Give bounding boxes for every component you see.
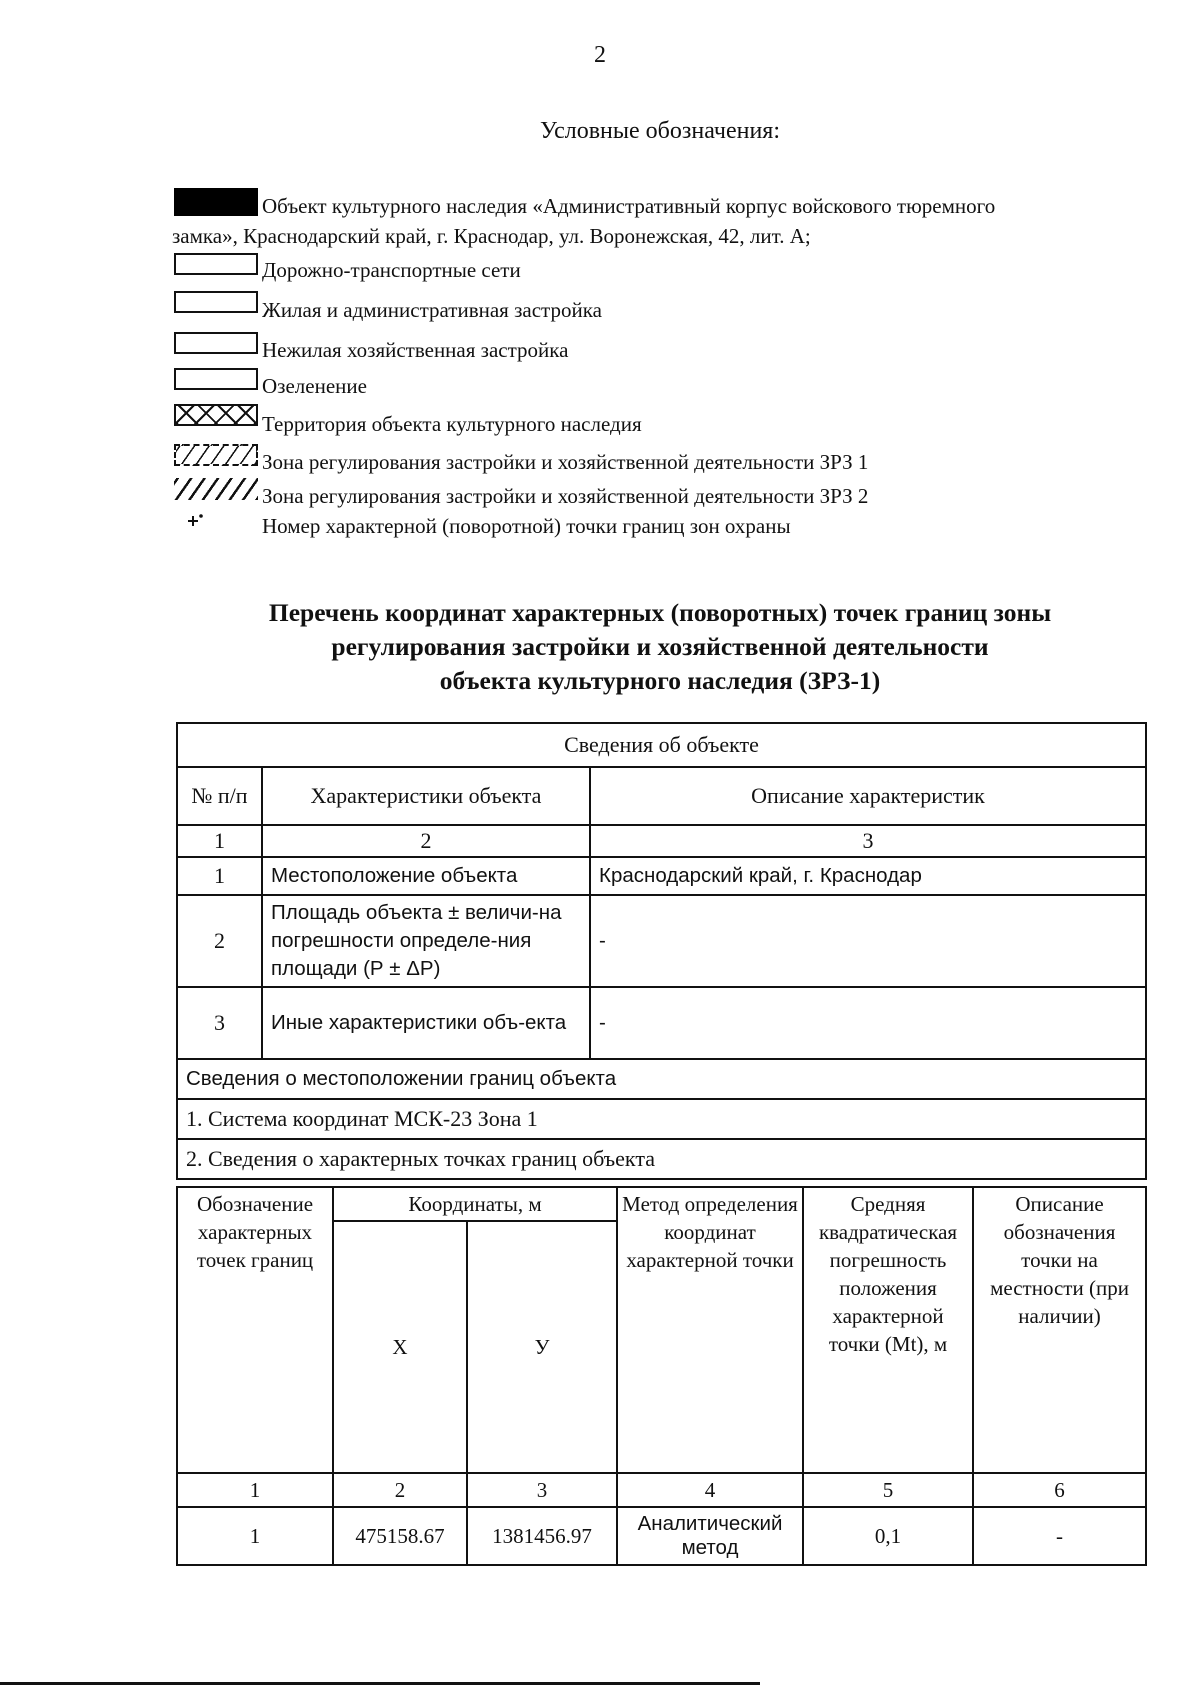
row-num: 2 — [177, 895, 262, 987]
coordinate-system: 1. Система координат МСК-23 Зона 1 — [177, 1099, 1146, 1139]
solid-black-rectangle-icon — [174, 188, 258, 216]
points-title: 2. Сведения о характерных точках границ объекта — [177, 1139, 1146, 1179]
col-number: 2 — [333, 1473, 467, 1507]
section-title: Сведения об объекте — [177, 723, 1146, 767]
object-info-table — [176, 722, 1147, 1180]
row-description: - — [590, 895, 1146, 987]
header-method: Метод определения координат характерной точки — [617, 1187, 803, 1473]
point-y: 1381456.97 — [467, 1507, 617, 1565]
row-characteristic: Иные характеристики объ-екта — [262, 987, 590, 1059]
header-characteristics: Характеристики объекта — [262, 767, 590, 825]
empty-rectangle-icon — [174, 368, 258, 390]
legend-label-zrz2: Зона регулирования застройки и хозяйственной деятельности ЗРЗ 2 — [262, 484, 869, 508]
point-method: Аналитический метод — [617, 1507, 803, 1565]
coordinates-table — [176, 1186, 1147, 1566]
point-error: 0,1 — [803, 1507, 973, 1565]
col-number: 4 — [617, 1473, 803, 1507]
empty-rectangle-icon — [174, 291, 258, 313]
legend-label-road-network: Дорожно-транспортные сети — [262, 258, 521, 282]
col-number: 6 — [973, 1473, 1146, 1507]
heading-line-1: Перечень координат характерных (поворотных) точек границ зоны — [268, 598, 1052, 627]
diagonal-hatch-rectangle-icon — [174, 478, 258, 500]
header-description: Описание характеристик — [590, 767, 1146, 825]
header-designation: Обозначение характерных точек границ — [177, 1187, 333, 1473]
diagonal-hatch-dashed-rectangle-icon — [174, 444, 258, 466]
header-coordinates: Координаты, м — [333, 1187, 617, 1221]
point-marker-icon — [186, 512, 206, 528]
legend-label-point-number: Номер характерной (поворотной) точки границ зон охраны — [262, 514, 791, 538]
bottom-rule — [0, 1682, 760, 1685]
table-row — [177, 895, 1146, 987]
empty-rectangle-icon — [174, 332, 258, 354]
header-num: № п/п — [177, 767, 262, 825]
legend-label-zrz1: Зона регулирования застройки и хозяйственной деятельности ЗРЗ 1 — [262, 450, 869, 474]
legend-label-non-residential: Нежилая хозяйственная застройка — [262, 338, 569, 362]
point-x: 475158.67 — [333, 1507, 467, 1565]
legend-title: Условные обозначения: — [539, 118, 781, 144]
legend-label-heritage-object-line1: Объект культурного наследия «Административный корпус войскового тюремного — [262, 194, 996, 218]
table-row — [177, 857, 1146, 895]
legend-label-heritage-object-line2: замка», Краснодарский край, г. Краснодар, ул. Воронежская, 42, лит. А; — [172, 224, 811, 248]
cross-hatch-rectangle-icon — [174, 404, 258, 426]
row-description: Краснодарский край, г. Краснодар — [590, 857, 1146, 895]
heading-line-3: объекта культурного наследия (ЗРЗ-1) — [439, 666, 881, 695]
point-description: - — [973, 1507, 1146, 1565]
table-row — [177, 987, 1146, 1059]
header-error: Средняя квадратическая погрешность положения характерной точки (Mt), м — [803, 1187, 973, 1473]
header-point-description: Описание обозначения точки на местности (при наличии) — [973, 1187, 1146, 1473]
legend-label-heritage-territory: Территория объекта культурного наследия — [262, 412, 642, 436]
col-number: 5 — [803, 1473, 973, 1507]
col-number: 3 — [590, 825, 1146, 857]
boundaries-title: Сведения о местоположении границ объекта — [177, 1059, 1146, 1099]
header-y: У — [467, 1221, 617, 1473]
page-number: 2 — [594, 42, 606, 68]
col-number: 3 — [467, 1473, 617, 1507]
col-number: 1 — [177, 825, 262, 857]
col-number: 1 — [177, 1473, 333, 1507]
heading-line-2: регулирования застройки и хозяйственной деятельности — [331, 632, 989, 661]
header-x: Х — [333, 1221, 467, 1473]
row-description: - — [590, 987, 1146, 1059]
document-heading — [0, 596, 1200, 698]
col-number: 2 — [262, 825, 590, 857]
row-characteristic: Площадь объекта ± величи-на погрешности определе-ния площади (Р ± ΔР) — [262, 895, 590, 987]
point-designation: 1 — [177, 1507, 333, 1565]
table-row — [177, 1507, 1146, 1565]
legend-label-greenery: Озеленение — [262, 374, 367, 398]
row-characteristic: Местоположение объекта — [262, 857, 590, 895]
legend-label-residential: Жилая и административная застройка — [262, 298, 602, 322]
row-num: 1 — [177, 857, 262, 895]
row-num: 3 — [177, 987, 262, 1059]
empty-rectangle-icon — [174, 253, 258, 275]
